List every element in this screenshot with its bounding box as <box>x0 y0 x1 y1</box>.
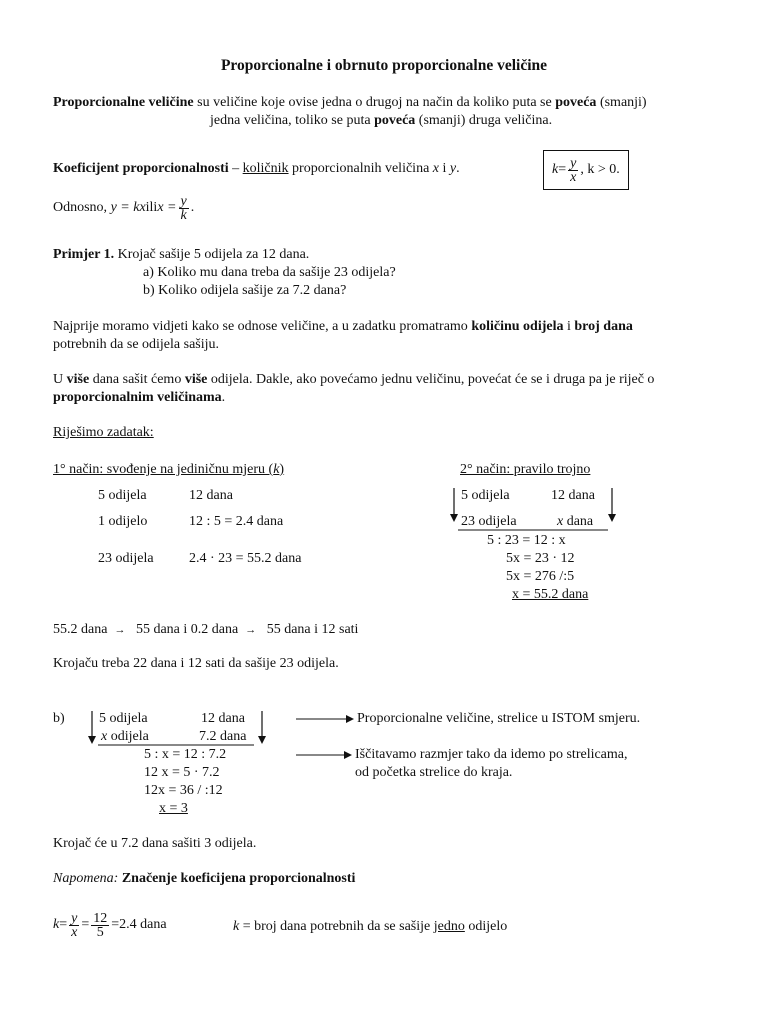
coefficient-y: y <box>449 161 457 176</box>
part-b-note-1: Proporcionalne veličine, strelice u ISTOM smjeru. <box>357 711 641 726</box>
arrow-right-icon: → <box>114 624 126 636</box>
example-question-a: a) Koliko mu dana treba da sašije 23 odijela? <box>143 265 396 280</box>
odnosno-eq1: y = kx <box>110 200 146 215</box>
more-a: U <box>53 372 67 387</box>
intro-bold-1: količinu odijela <box>471 319 564 334</box>
method1-heading-k: k <box>273 462 280 477</box>
final-fraction-2-den: 5 <box>96 924 104 940</box>
method2-row-1-left: 5 odijela <box>461 488 510 503</box>
method2-step-1: 5 : 23 = 12 : x <box>487 533 566 548</box>
answer-a: Krojaču treba 22 dana i 12 sati da sašije 23 odijela. <box>53 656 339 671</box>
note-text: Značenje koeficijena proporcionalnosti <box>118 871 356 886</box>
odnosno-dot: . <box>190 200 195 215</box>
page-title: Proporcionalne i obrnuto proporcionalne veličine <box>220 57 548 74</box>
more-b3: proporcionalnim veličinama <box>53 390 222 405</box>
conversion-c: 55 dana i 12 sati <box>266 622 359 637</box>
part-b-row-1-left: 5 odijela <box>99 711 148 726</box>
definition-bold-1: poveća <box>555 95 597 110</box>
odnosno-x-eq: x = <box>157 200 177 215</box>
more-b2: više <box>184 372 208 387</box>
definition-text-2: (smanji) <box>596 95 647 110</box>
box-fraction-den: x <box>570 169 577 185</box>
final-eq-2: = <box>81 917 90 932</box>
final-rhs-k: k <box>233 919 240 934</box>
method1-row-1-left: 5 odijela <box>98 488 147 503</box>
coefficient-x: x <box>432 161 439 176</box>
part-b-step-3: 12x = 36 / :12 <box>144 783 223 798</box>
odnosno-ili: ili <box>145 200 158 215</box>
arrow-right-icon: → <box>245 624 257 636</box>
intro-mid: i <box>563 319 575 334</box>
method2-heading: 2° način: pravilo trojno <box>460 462 591 477</box>
method1-row-1-right: 12 dana <box>189 488 233 503</box>
conversion-b: 55 dana i 0.2 dana <box>135 622 239 637</box>
final-rhs-a: = broj dana potrebnih da se sašije <box>239 919 434 934</box>
solve-label: Riješimo zadatak: <box>53 425 154 440</box>
final-eq-1: = <box>59 917 68 932</box>
part-b-note-2a: Iščitavamo razmjer tako da idemo po strelicama, <box>355 747 628 762</box>
final-fraction-1-den: x <box>71 924 78 940</box>
more-d: odijela. Dakle, ako povećamo jednu veličinu, povećat će se i druga pa je riječ o <box>207 372 655 387</box>
final-k: k <box>53 917 60 932</box>
definition-text-1: su veličine koje ovise jedna o drugoj na način da koliko puta se <box>193 95 556 110</box>
definition-term: Proporcionalne veličine <box>53 95 194 110</box>
method1-heading-b: ) <box>279 462 285 477</box>
more-c: dana sašit ćemo <box>89 372 185 387</box>
method2-step-4: x = 55.2 dana <box>512 587 589 602</box>
part-b-row-1-right: 12 dana <box>201 711 245 726</box>
box-k: k <box>552 162 559 177</box>
final-rhs-underlined: jedno <box>433 919 465 934</box>
intro-text-1: Najprije moramo vidjeti kako se odnose veličine, a u zadatku promatramo <box>53 319 472 334</box>
part-b-label: b) <box>53 711 65 726</box>
intro-line-2: potrebnih da se odijela sašiju. <box>53 337 220 352</box>
method2-row-2-left: 23 odijela <box>461 514 517 529</box>
example-label: Primjer 1. <box>53 247 115 262</box>
method1-row-2-left: 1 odijelo <box>98 514 148 529</box>
part-b-row-2-unit: odijela <box>107 729 149 744</box>
final-fraction-1-num: y <box>71 910 78 926</box>
more-b1: više <box>66 372 90 387</box>
method2-row-2-unit: dana <box>563 514 594 529</box>
method1-row-2-right: 12 : 5 = 2.4 dana <box>189 514 284 529</box>
method2-row-1-right: 12 dana <box>551 488 595 503</box>
final-value: 2.4 dana <box>119 917 167 932</box>
coefficient-term: Koeficijent proporcionalnosti <box>53 161 229 176</box>
coefficient-dash: – <box>228 161 243 176</box>
intro-bold-2: broj dana <box>574 319 633 334</box>
part-b-note-2b: od početka strelice do kraja. <box>355 765 513 780</box>
method1-heading-a: 1° način: svođenje na jediničnu mjeru ( <box>53 462 274 477</box>
part-b-step-2: 12 x = 5 · 7.2 <box>144 765 220 780</box>
coefficient-and: i <box>439 161 450 176</box>
odnosno-fraction-den: k <box>180 207 187 223</box>
odnosno-label: Odnosno, <box>53 200 108 215</box>
final-eq-3: = <box>111 917 120 932</box>
box-fraction-num: y <box>570 155 577 171</box>
definition-text-4: (smanji) druga veličina. <box>415 113 553 128</box>
method1-row-3-right: 2.4 · 23 = 55.2 dana <box>189 551 302 566</box>
example-text: Krojač sašije 5 odijela za 12 dana. <box>114 247 310 262</box>
part-b-step-4: x = 3 <box>159 801 188 816</box>
part-b-row-2-var: x <box>101 729 108 744</box>
method1-row-3-left: 23 odijela <box>98 551 154 566</box>
box-eq: = <box>558 162 567 177</box>
answer-b: Krojač će u 7.2 dana sašiti 3 odijela. <box>53 836 257 851</box>
conversion-a: 55.2 dana <box>53 622 108 637</box>
final-rhs-b: odijelo <box>464 919 508 934</box>
method2-step-3: 5x = 276 /:5 <box>506 569 575 584</box>
coefficient-dot: . <box>456 161 460 176</box>
definition-bold-2: poveća <box>374 113 416 128</box>
example-question-b: b) Koliko odijela sašije za 7.2 dana? <box>143 283 347 298</box>
method2-step-2: 5x = 23 · 12 <box>506 551 575 566</box>
final-fraction-2-num: 12 <box>93 910 108 926</box>
definition-text-3: jedna veličina, toliko se puta <box>210 113 375 128</box>
coefficient-rest: proporcionalnih veličina <box>288 161 433 176</box>
coefficient-underlined: količnik <box>242 161 289 176</box>
method2-row-2-var: x <box>557 514 564 529</box>
part-b-step-1: 5 : x = 12 : 7.2 <box>144 747 227 762</box>
note-label: Napomena: <box>53 871 119 886</box>
box-condition: , k > 0. <box>580 162 620 177</box>
odnosno-fraction-num: y <box>180 193 187 209</box>
more-e: . <box>221 390 226 405</box>
part-b-row-2-right: 7.2 dana <box>199 729 247 744</box>
